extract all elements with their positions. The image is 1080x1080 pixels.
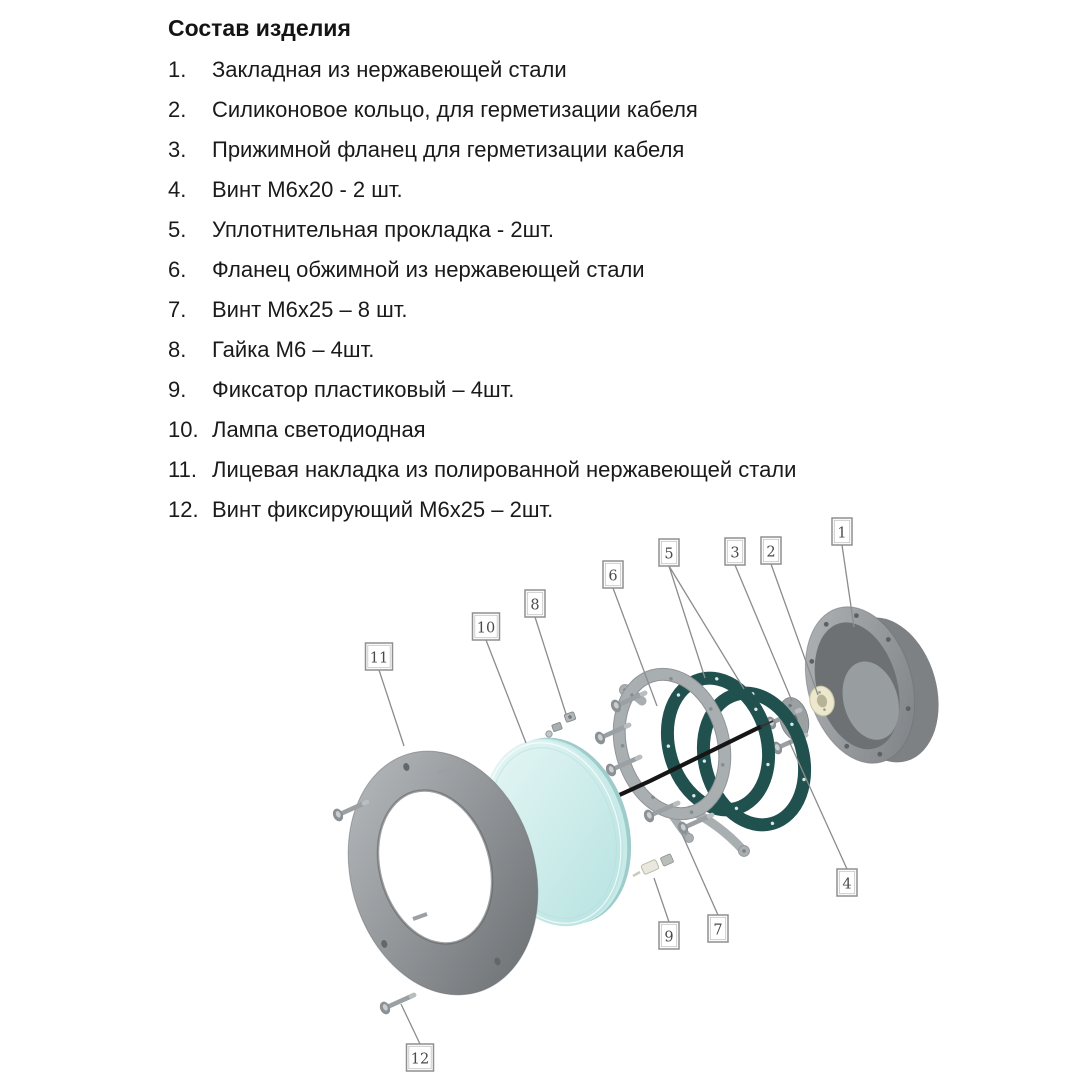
list-item-text: Уплотнительная прокладка - 2шт. — [212, 217, 554, 242]
list-item-number: 4. — [168, 177, 187, 202]
callout-label-7 — [708, 915, 728, 942]
list-item-text: Фиксатор пластиковый – 4шт. — [212, 377, 515, 402]
callout-line-12 — [401, 1004, 420, 1044]
callout-label-text: 5 — [664, 546, 674, 563]
callout-label-text: 3 — [730, 545, 740, 562]
list-item-text: Гайка М6 – 4шт. — [212, 337, 375, 362]
callout-line-7 — [682, 834, 718, 915]
part-12-fixing-screw — [378, 995, 414, 1016]
callout-label-text: 1 — [837, 525, 847, 542]
callout-label-3 — [725, 538, 745, 565]
list-item-text: Фланец обжимной из нержавеющей стали — [212, 257, 645, 282]
list-item-number: 5. — [168, 217, 187, 242]
list-item-number: 2. — [168, 97, 187, 122]
list-item-number: 6. — [168, 257, 187, 282]
callout-label-text: 11 — [369, 650, 389, 667]
list-item-text: Прижимной фланец для герметизации кабеля — [212, 137, 685, 162]
callout-label-1 — [832, 518, 852, 545]
parts-list — [168, 50, 796, 530]
list-item-number: 1. — [168, 57, 187, 82]
list-item-text: Винт фиксирующий М6х25 – 2шт. — [212, 497, 554, 522]
callout-label-text: 6 — [608, 568, 618, 585]
callout-label-12 — [407, 1044, 434, 1071]
callout-label-4 — [837, 869, 857, 896]
part-1-niche-body — [788, 588, 955, 782]
callout-label-text: 12 — [410, 1051, 430, 1068]
list-item-text: Силиконовое кольцо, для герметизации кабеля — [212, 97, 698, 122]
list-item — [168, 450, 796, 490]
list-item — [168, 330, 796, 370]
page-title: Состав изделия — [168, 15, 351, 41]
list-item-text: Лицевая накладка из полированной нержавеющей стали — [212, 457, 797, 482]
callout-line-8 — [535, 617, 566, 714]
list-item — [168, 370, 796, 410]
list-item-number: 7. — [168, 297, 187, 322]
list-item-number: 9. — [168, 377, 187, 402]
list-item — [168, 290, 796, 330]
list-item-number: 8. — [168, 337, 187, 362]
list-item-text: Винт М6х25 – 8 шт. — [212, 297, 408, 322]
list-item-text: Закладная из нержавеющей стали — [212, 57, 567, 82]
callout-label-text: 2 — [766, 544, 776, 561]
callout-line-5 — [669, 566, 744, 689]
callout-label-11 — [366, 643, 393, 670]
callout-label-8 — [525, 590, 545, 617]
callout-label-text: 10 — [476, 620, 496, 637]
list-item-text: Лампа светодиодная — [212, 417, 426, 442]
list-item — [168, 210, 796, 250]
list-item — [168, 130, 796, 170]
list-item — [168, 250, 796, 290]
part-8-nuts — [546, 712, 576, 738]
exploded-diagram — [330, 515, 980, 1080]
list-item — [168, 50, 796, 90]
callout-line-11 — [379, 670, 404, 746]
list-item — [168, 170, 796, 210]
list-item-text: Винт М6х20 - 2 шт. — [212, 177, 403, 202]
callout-line-10 — [486, 640, 526, 743]
list-item-number: 3. — [168, 137, 187, 162]
callout-label-text: 8 — [530, 597, 540, 614]
callout-label-10 — [473, 613, 500, 640]
callout-label-6 — [603, 561, 623, 588]
parts-section — [168, 12, 796, 530]
part-9-plastic-fixators — [633, 854, 674, 876]
list-item-number: 10. — [168, 417, 199, 442]
callout-label-text: 7 — [713, 922, 723, 939]
callout-line-3 — [735, 565, 792, 701]
callout-label-2 — [761, 537, 781, 564]
list-item — [168, 410, 796, 450]
callout-label-text: 4 — [842, 876, 852, 893]
list-item-number: 11. — [168, 457, 197, 482]
callout-label-9 — [659, 922, 679, 949]
callout-line-2 — [771, 564, 818, 695]
list-item-number: 12. — [168, 497, 199, 522]
list-item — [168, 90, 796, 130]
callout-line-9 — [654, 878, 669, 922]
callout-label-5 — [659, 539, 679, 566]
callout-label-text: 9 — [664, 929, 674, 946]
callout-line-5 — [669, 566, 705, 678]
